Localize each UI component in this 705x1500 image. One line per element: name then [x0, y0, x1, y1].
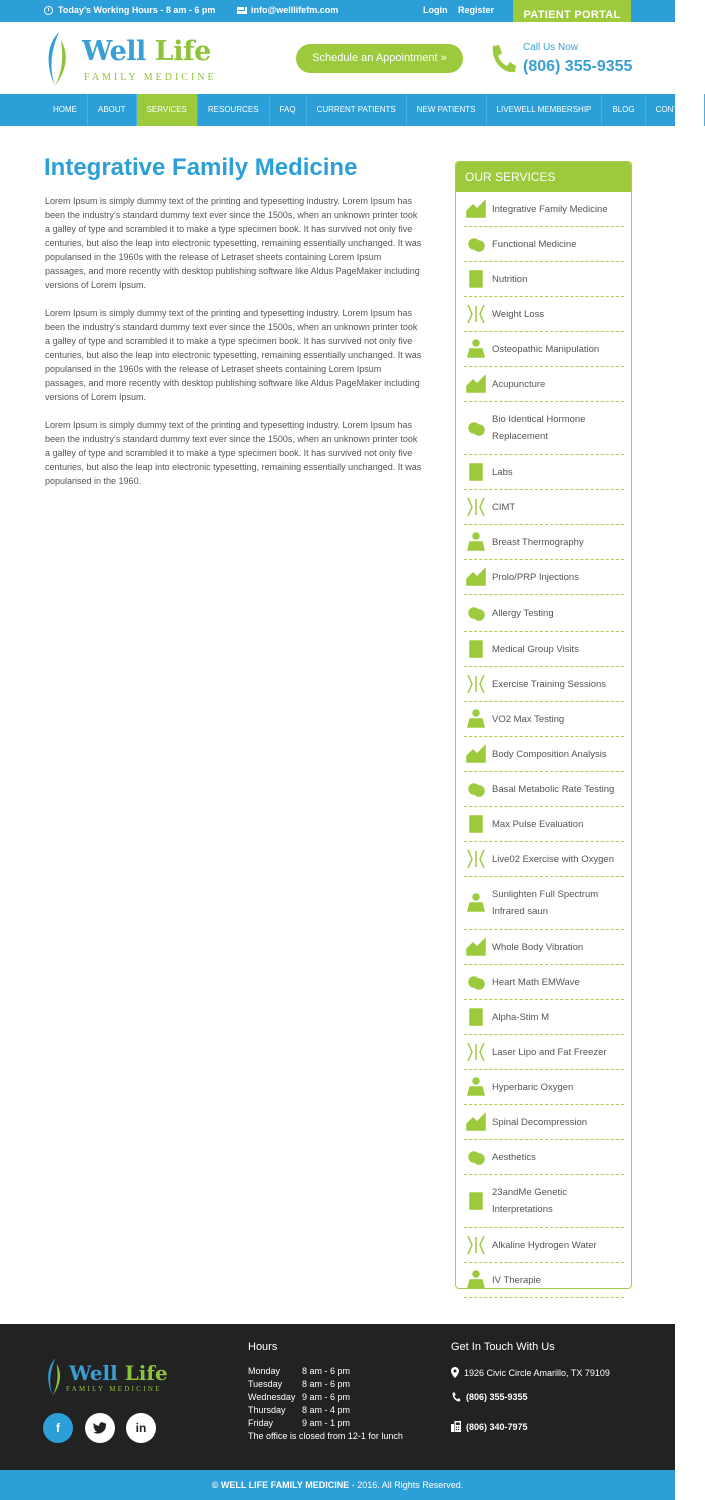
body-paragraph-1: Lorem Ipsum is simply dummy text of the printing and typesetting industry. Lorem Ipsum has been the industry's standard dummy text ever since the 1500s, when an unknown printer took a galley of type and scrambled it to make a type specimen book. It has survived not only five centuries, but also the leap into electronic typesetting, remaining essentially unchanged. It was popularised in the 1960s with the release of Letraset sheets containing Lorem Ipsum passages, and more recently with desktop publishing software like Aldus PageMaker including versions of Lorem Ipsum.	[45, 196, 422, 290]
service-item-nutrition[interactable]	[464, 262, 624, 297]
service-label[interactable]: Nutrition	[492, 273, 528, 285]
medical-group-visits-icon	[464, 637, 488, 661]
service-item-alkaline-hydrogen-water[interactable]	[464, 1228, 624, 1263]
service-label[interactable]: Spinal Decompression	[492, 1116, 588, 1128]
working-hours-text: Today's Working Hours - 8 am - 6 pm	[58, 5, 216, 15]
map-pin-icon	[451, 1367, 459, 1378]
service-label[interactable]: Laser Lipo and Fat Freezer	[492, 1046, 607, 1058]
weight-loss-icon	[464, 302, 488, 326]
live02-exercise-with-oxygen-icon	[464, 847, 488, 871]
hours-day: Friday	[248, 1418, 274, 1428]
main-nav	[0, 94, 694, 126]
max-pulse-evaluation-icon	[464, 812, 488, 836]
service-label[interactable]: Live02 Exercise with Oxygen	[492, 853, 614, 865]
service-item-max-pulse-evaluation[interactable]	[464, 807, 624, 842]
integrative-family-medicine-icon	[464, 197, 488, 221]
service-label[interactable]: Allergy Testing	[492, 607, 554, 619]
call-us-number[interactable]: (806) 355-9355	[523, 58, 633, 75]
bio-identical-hormone-replacement-icon	[464, 416, 488, 440]
fax-text: (806) 340-7975	[466, 1421, 528, 1432]
address-text: 1926 Civic Circle Amarillo, TX 79109	[464, 1367, 610, 1378]
facebook-icon[interactable]: f	[43, 1413, 73, 1443]
hyperbaric-oxygen-icon	[464, 1075, 488, 1099]
body-paragraph-3: Lorem Ipsum is simply dummy text of the printing and typesetting industry. Lorem Ipsum has been the industry's standard dummy text ever since the 1500s, when an unknown printer took a galley of type and scrambled it to make a type specimen book. It has survived not only five centuries, but also the leap into electronic typesetting, remaining essentially unchanged. It was popularised in the 1960.	[45, 420, 422, 486]
services-heading: OUR SERVICES	[456, 162, 631, 192]
service-label[interactable]: Prolo/PRP Injections	[492, 571, 579, 583]
whole-body-vibration-icon	[464, 935, 488, 959]
patient-portal-button[interactable]: PATIENT PORTAL	[513, 0, 631, 30]
service-label[interactable]: Aesthetics	[492, 1151, 536, 1163]
hours-time: 8 am - 6 pm	[302, 1366, 351, 1376]
service-label[interactable]: Medical Group Visits	[492, 643, 579, 655]
aesthetics-icon	[464, 1145, 488, 1169]
exercise-training-sessions-icon	[464, 672, 488, 696]
service-item-breast-thermography[interactable]	[464, 525, 624, 560]
nav-list	[43, 94, 705, 126]
service-label[interactable]: Osteopathic Manipulation	[492, 343, 600, 355]
service-item-heart-math-emwave[interactable]	[464, 965, 624, 1000]
prolo-prp-injections-icon	[464, 565, 488, 589]
service-item-exercise-training-sessions[interactable]	[464, 667, 624, 702]
envelope-icon	[237, 7, 247, 14]
service-item-aesthetics[interactable]	[464, 1140, 624, 1175]
service-label[interactable]: Labs	[492, 466, 513, 478]
footer-leaf-logo-icon	[43, 1357, 65, 1397]
labs-icon	[464, 460, 488, 484]
working-hours	[44, 5, 215, 15]
nav-item-resources[interactable]: RESOURCES	[198, 94, 270, 126]
service-item-alpha-stim-m[interactable]	[464, 1000, 624, 1035]
service-label[interactable]: Alpha-Stim M	[492, 1011, 550, 1023]
service-item-hyperbaric-oxygen[interactable]	[464, 1070, 624, 1105]
service-label[interactable]: Breast Thermography	[492, 536, 584, 548]
alpha-stim-m-icon	[464, 1005, 488, 1029]
clock-icon	[44, 6, 53, 15]
service-label[interactable]: Bio Identical Hormone Replacement	[492, 414, 586, 442]
body-paragraph-2: Lorem Ipsum is simply dummy text of the printing and typesetting industry. Lorem Ipsum has been the industry's standard dummy text ever since the 1500s, when an unknown printer took a galley of type and scrambled it to make a type specimen book. It has survived not only five centuries, but also the leap into electronic typesetting, remaining essentially unchanged. It was popularised in the 1960s with the release of Letraset sheets containing Lorem Ipsum passages, and more recently with desktop publishing software like Aldus PageMaker including versions of Lorem Ipsum.	[45, 308, 422, 402]
service-label[interactable]: CIMT	[492, 501, 516, 513]
copyright-bar	[0, 1470, 675, 1500]
service-item-basal-metabolic-rate-testing[interactable]	[464, 772, 624, 807]
hours-row	[248, 1392, 350, 1402]
call-us-label: Call Us Now	[523, 42, 579, 53]
copyright-rest: - 2016. All Rights Reserved.	[349, 1480, 464, 1490]
iv-therapie-icon	[464, 1268, 488, 1292]
alkaline-hydrogen-water-icon	[464, 1233, 488, 1257]
service-item-cimt[interactable]	[464, 490, 624, 525]
spinal-decompression-icon	[464, 1110, 488, 1134]
service-label[interactable]: Integrative Family Medicine	[492, 203, 608, 215]
cimt-icon	[464, 495, 488, 519]
vo2-max-testing-icon	[464, 707, 488, 731]
login-link[interactable]: Login	[423, 5, 448, 15]
service-item-weight-loss[interactable]	[464, 297, 624, 332]
hours-day: Monday	[248, 1366, 281, 1376]
service-item-prolo-prp-injections[interactable]	[464, 560, 624, 595]
footer-logo-subtitle: FAMILY MEDICINE	[66, 1385, 162, 1393]
fax-row	[451, 1421, 528, 1432]
schedule-appointment-button[interactable]: Schedule an Appointment »	[296, 44, 463, 73]
phone-icon	[490, 44, 516, 74]
footer	[0, 1324, 675, 1470]
service-label[interactable]: Exercise Training Sessions	[492, 678, 607, 690]
footer-phone-icon	[451, 1392, 461, 1402]
service-item-bio-identical-hormone-replacement[interactable]	[464, 402, 624, 455]
twitter-icon[interactable]	[85, 1413, 115, 1443]
service-item-live02-exercise-with-oxygen[interactable]	[464, 842, 624, 877]
leaf-logo-icon[interactable]	[43, 30, 71, 88]
hours-row	[248, 1379, 350, 1389]
service-label[interactable]: 23andMe Genetic Interpretations	[492, 1187, 567, 1215]
service-item-spinal-decompression[interactable]	[464, 1105, 624, 1140]
nav-item-faq[interactable]: FAQ	[270, 94, 307, 126]
nutrition-icon	[464, 267, 488, 291]
service-item-laser-lipo-and-fat-freezer[interactable]	[464, 1035, 624, 1070]
sunlighten-full-spectrum-infrared-saun-icon	[464, 891, 488, 915]
hours-time: 9 am - 6 pm	[302, 1392, 351, 1402]
service-item-iv-therapie[interactable]	[464, 1263, 624, 1298]
nav-item-blog[interactable]: BLOG	[602, 94, 645, 126]
register-link[interactable]: Register	[458, 5, 495, 15]
service-item-allergy-testing[interactable]	[464, 595, 624, 632]
nav-item-new-patients[interactable]: NEW PATIENTS	[407, 94, 487, 126]
hours-heading: Hours	[248, 1341, 278, 1353]
logo-title[interactable]	[82, 36, 211, 67]
services-list	[456, 192, 631, 1298]
phone-row[interactable]	[451, 1392, 528, 1402]
body-composition-analysis-icon	[464, 742, 488, 766]
service-label[interactable]: Whole Body Vibration	[492, 941, 584, 953]
service-label[interactable]: Functional Medicine	[492, 238, 577, 250]
phone-text[interactable]: (806) 355-9355	[466, 1392, 528, 1402]
23andme-genetic-interpretations-icon	[464, 1189, 488, 1213]
allergy-testing-icon	[464, 601, 488, 625]
service-label[interactable]: Weight Loss	[492, 308, 545, 320]
heart-math-emwave-icon	[464, 970, 488, 994]
service-label[interactable]: Alkaline Hydrogen Water	[492, 1239, 597, 1251]
footer-logo-word-life: Life	[124, 1361, 168, 1385]
hours-day: Tuesday	[248, 1379, 283, 1389]
breast-thermography-icon	[464, 530, 488, 554]
nav-item-livewell-membership[interactable]: LIVEWELL MEMBERSHIP	[487, 94, 603, 126]
copyright-brand: © WELL LIFE FAMILY MEDICINE	[211, 1480, 350, 1490]
service-item-integrative-family-medicine[interactable]	[464, 192, 624, 227]
service-label[interactable]: Hyperbaric Oxygen	[492, 1081, 574, 1093]
fax-icon	[451, 1421, 461, 1432]
hours-time: 8 am - 4 pm	[302, 1405, 351, 1415]
hours-row	[248, 1418, 350, 1428]
service-item-medical-group-visits[interactable]	[464, 632, 624, 667]
nav-item-home[interactable]: HOME	[43, 94, 88, 126]
service-label[interactable]: Body Composition Analysis	[492, 748, 607, 760]
hours-row	[248, 1405, 350, 1415]
footer-logo-word-well: Well	[69, 1361, 118, 1385]
logo-subtitle: FAMILY MEDICINE	[84, 72, 217, 83]
service-item-vo2-max-testing[interactable]	[464, 702, 624, 737]
header	[0, 22, 675, 94]
logo-word-life: Life	[154, 36, 211, 67]
acupuncture-icon	[464, 372, 488, 396]
service-item-functional-medicine[interactable]	[464, 227, 624, 262]
service-item-sunlighten-full-spectrum-infrared-saun[interactable]	[464, 877, 624, 930]
nav-item-services[interactable]: SERVICES	[137, 94, 198, 126]
nav-item-current-patients[interactable]: CURRENT PATIENTS	[307, 94, 407, 126]
service-item-labs[interactable]	[464, 455, 624, 490]
service-item-osteopathic-manipulation[interactable]	[464, 332, 624, 367]
service-item-body-composition-analysis[interactable]	[464, 737, 624, 772]
services-sidebar	[455, 161, 632, 1289]
service-label[interactable]: Heart Math EMWave	[492, 976, 580, 988]
service-item-23andme-genetic-interpretations[interactable]	[464, 1175, 624, 1228]
email-link[interactable]	[237, 5, 338, 15]
laser-lipo-and-fat-freezer-icon	[464, 1040, 488, 1064]
logo-word-well: Well	[82, 36, 146, 67]
service-item-whole-body-vibration[interactable]	[464, 930, 624, 965]
basal-metabolic-rate-testing-icon	[464, 777, 488, 801]
footer-logo-title	[69, 1361, 168, 1385]
hours-day: Wednesday	[248, 1392, 296, 1402]
functional-medicine-icon	[464, 232, 488, 256]
email-text[interactable]: info@welllifefm.com	[251, 5, 339, 15]
hours-row	[248, 1366, 350, 1376]
hours-note: The office is closed from 12-1 for lunch	[248, 1431, 403, 1441]
page-title: Integrative Family Medicine	[44, 154, 358, 181]
osteopathic-manipulation-icon	[464, 337, 488, 361]
service-label[interactable]: VO2 Max Testing	[492, 713, 565, 725]
address-row	[451, 1367, 610, 1378]
service-label[interactable]: Basal Metabolic Rate Testing	[492, 783, 615, 795]
service-item-acupuncture[interactable]	[464, 367, 624, 402]
hours-time: 9 am - 1 pm	[302, 1418, 351, 1428]
linkedin-icon[interactable]: in	[126, 1413, 156, 1443]
service-label[interactable]: Max Pulse Evaluation	[492, 818, 584, 830]
service-label[interactable]: IV Therapie	[492, 1274, 541, 1286]
service-label[interactable]: Sunlighten Full Spectrum Infrared saun	[492, 889, 599, 917]
hours-day: Thursday	[248, 1405, 286, 1415]
service-label[interactable]: Acupuncture	[492, 378, 546, 390]
contact-heading: Get In Touch With Us	[451, 1341, 555, 1353]
nav-item-contact[interactable]: CONTACT	[646, 94, 705, 126]
nav-item-about[interactable]: ABOUT	[88, 94, 137, 126]
hours-time: 8 am - 6 pm	[302, 1379, 351, 1389]
